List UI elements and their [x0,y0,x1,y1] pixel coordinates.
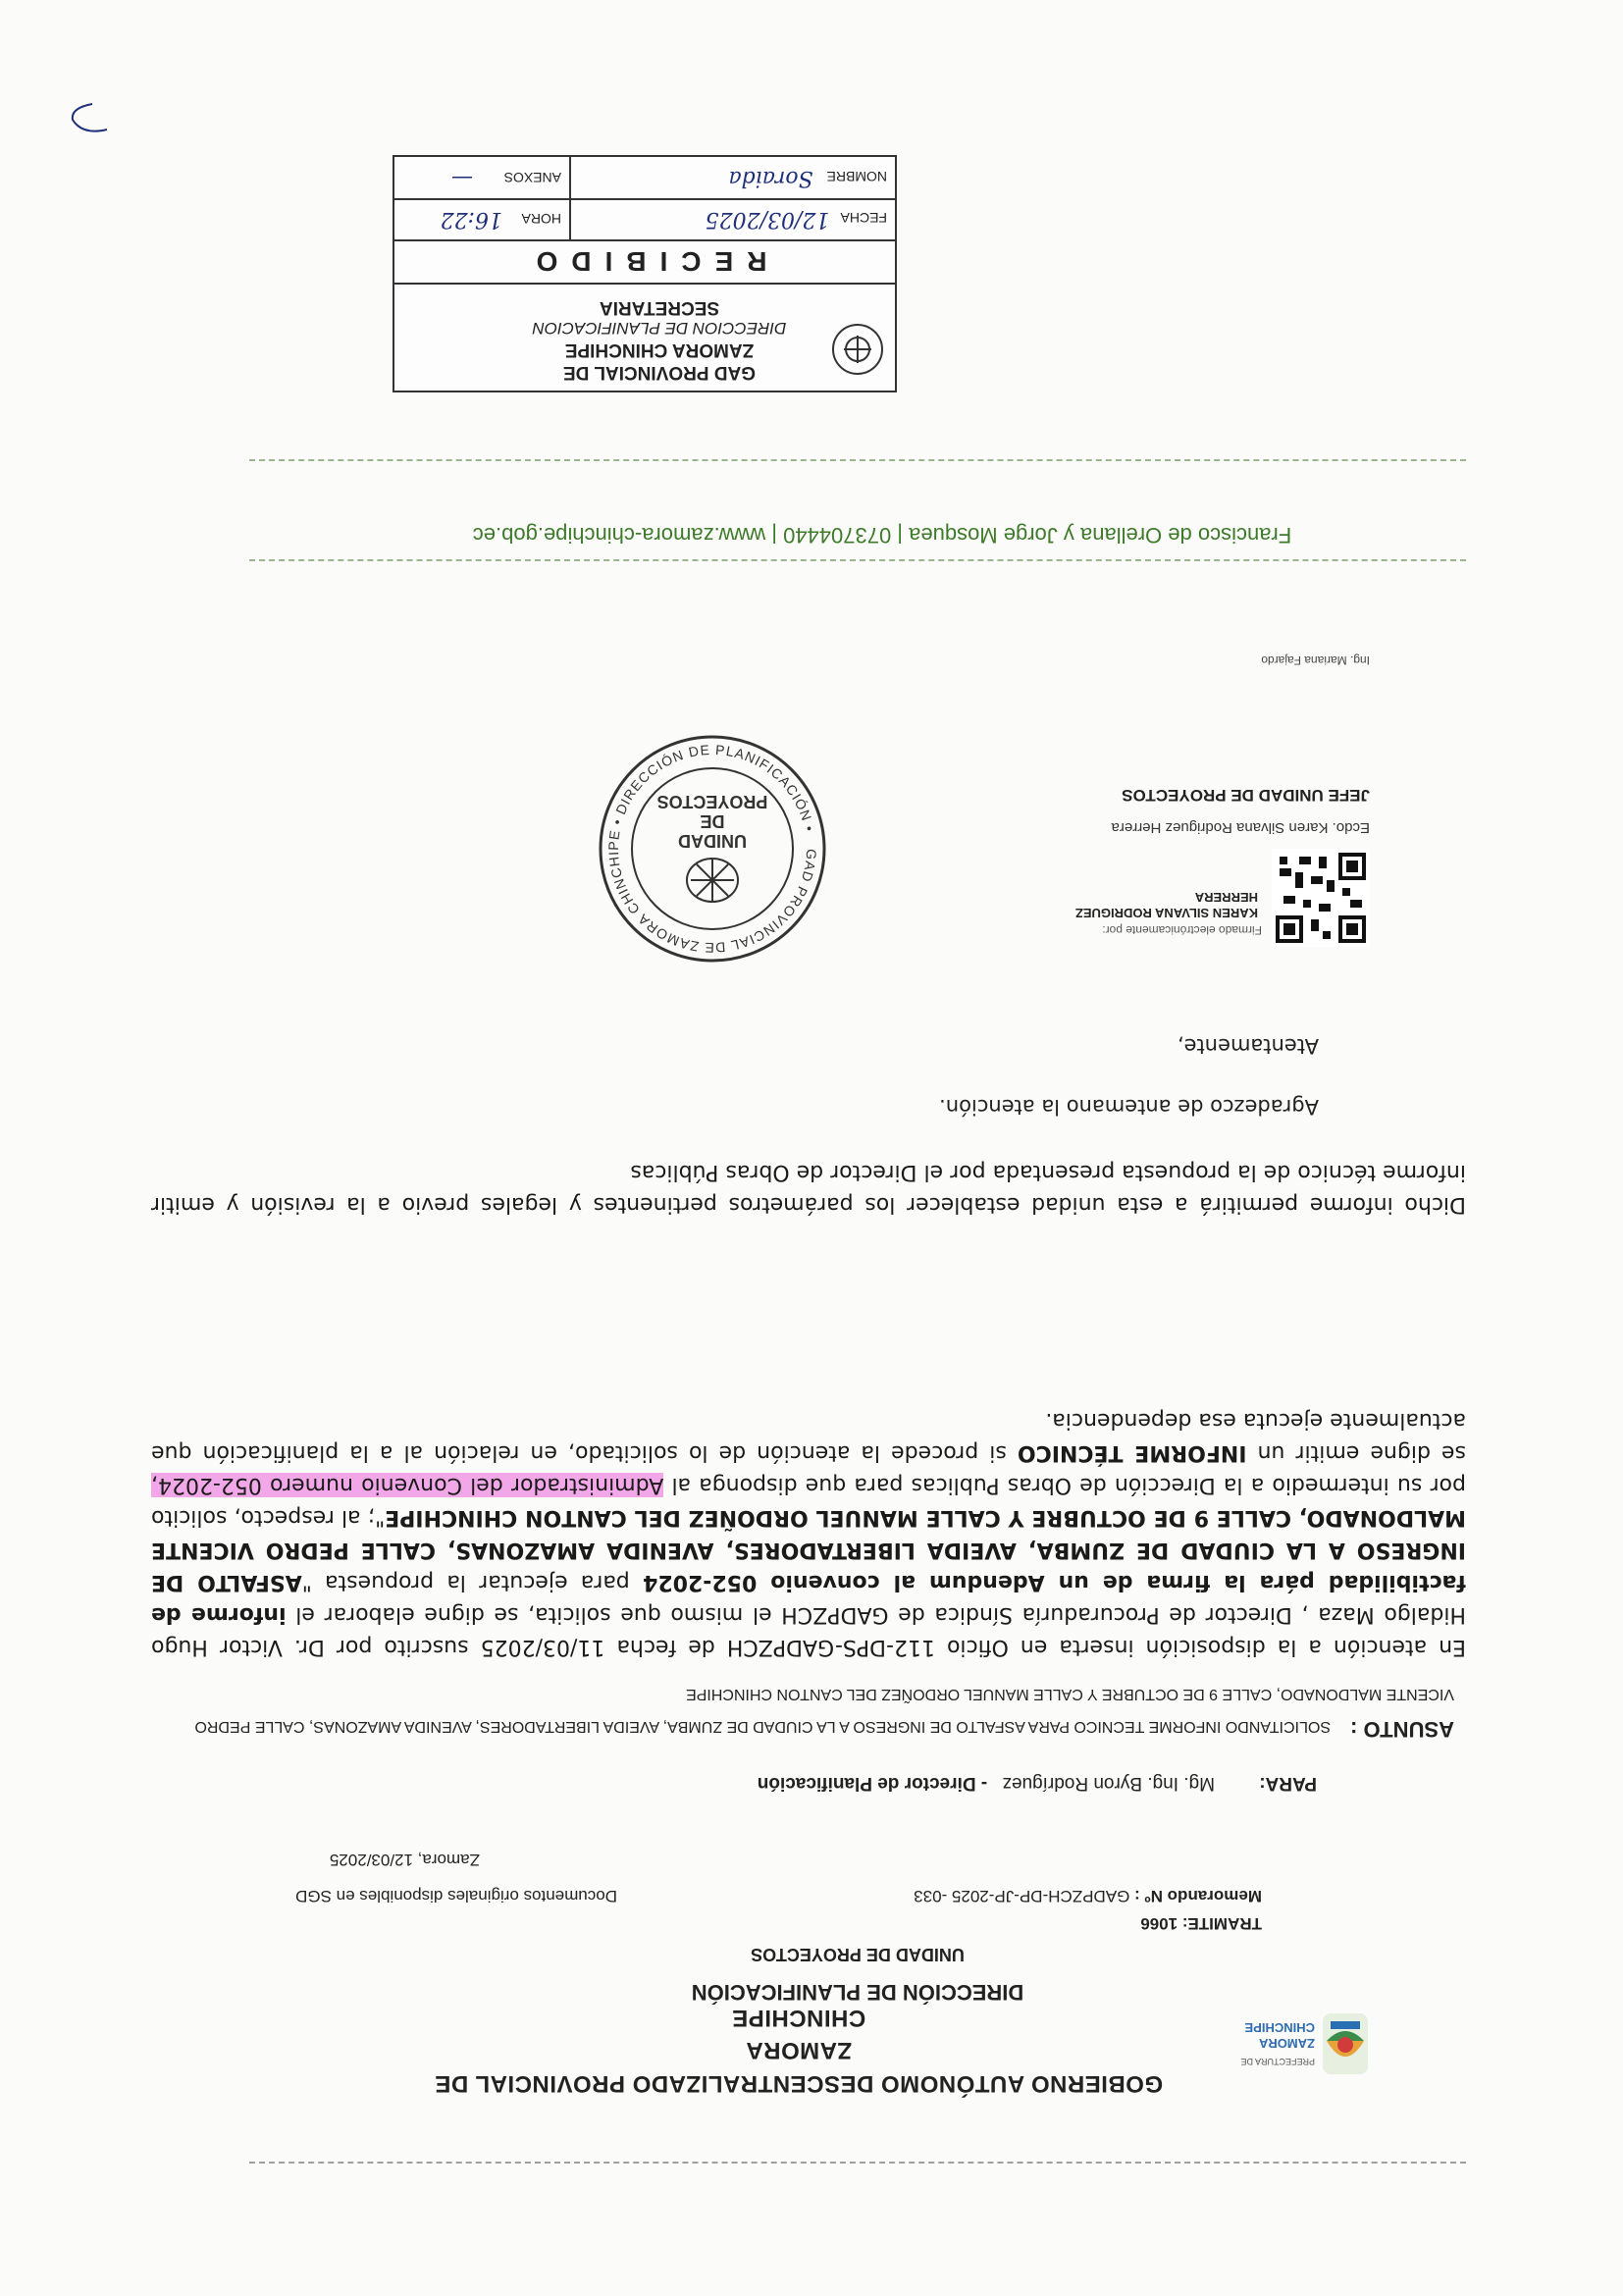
direccion-heading: DIRECCIÓN DE PLANIFICACIÓN [691,1980,1024,2005]
stamp-heading [493,295,826,383]
asunto-block [159,1680,1454,1748]
stamp-hora-label: HORA [522,198,571,239]
memo-date: Zamora, 12/03/2025 [329,1851,480,1869]
p1-bold-informe: informe de factibilidad pára la firma de un Adendum al convenio 052-2024 [151,1570,1466,1627]
p1-bold-informe-tecnico: INFORME TÉCNICO [1017,1440,1247,1465]
p1-bold-proyecto: ASFALTO DE INGRESO A LA CIUDAD DE ZUMBA, AVEIDA LIBERTADORES, AVENIDA AMAZONAS, CALLE PEDRO VICENTE MALDONADO, CALLE 9 DE OCTUBRE Y CALLE MANUEL ORDOÑEZ DEL CANTON CHINCHIPE [150,1505,1466,1594]
agradezco-line: Agradezco de antemano la atención. [939,1095,1319,1119]
para-recipient: Mg. Ing. Byron Rodríguez [1002,1773,1215,1794]
body-paragraph-1 [151,1404,1466,1663]
logo-text-bottom: ZAMORA CHINCHIPE [1244,2020,1315,2051]
p1-segment: En atención a la disposición inserta en Oficio 112-DPS-GADPZCH de fecha 11/03/2025 suscrito por Dr. Victor Hugo Hidalgo Maza , Director de Procuraduría Síndica de GADPZCH el mismo que solicita, se digne elaborar el [151,1602,1466,1659]
p1-segment: "; al respecto, solicito por su intermedio a la Dirección de Obras Publicas para que disponga al [151,1473,1466,1530]
memorando-number: GADPZCH-DP-JP-2025 -033 [914,1887,1130,1905]
logo-text-top: PREFECTURA DE [1240,2057,1315,2066]
header-dashed-divider [249,2162,1466,2164]
seal-center-3: PROYECTOS [656,792,768,811]
institution-line1: GOBIERNO AUTÓNOMO DESCENTRALIZADO PROVINCIAL DE ZAMORA [434,2037,1164,2097]
stamp-nombre-label: NOMBRE [826,169,887,184]
pen-mark-icon [63,98,112,137]
tramite-number: TRAMITE: 1066 [1140,1914,1262,1933]
stamp-line3: DIRECCION DE PLANIFICACION [532,319,787,339]
stamp-anexos-value: — [451,166,473,190]
documentos-note: Documentos originales disponibles en SGD [295,1887,617,1905]
signature-title: JEFE UNIDAD DE PROYECTOS [1122,786,1370,805]
signature-qr-code-icon [1272,849,1370,947]
seal-ring-text: GAD PROVINCIAL DE ZAMORA CHINCHIPE • DIRECCIÓN DE PLANIFICACIÓN • [604,741,820,957]
stamp-anexos-label: ANEXOS [504,157,571,198]
seal-emblem-icon [687,859,738,902]
footer-bottom-divider [249,459,1466,461]
body-paragraph-2: Dicho informe permitirá a esta unidad establecer los parámetros pertinentes y legales previo a la revisión y emitir informe técnico de la propuesta presentada por el Director de Obras Públicas [151,1160,1466,1217]
stamp-fecha-label: FECHA [841,210,887,226]
memorando-label: Memorando Nº : [1134,1887,1262,1905]
recibido-stamp [393,155,897,392]
unidad-heading: UNIDAD DE PROYECTOS [751,1945,965,1964]
stamp-fecha-row [394,198,895,241]
stamp-recibido: RECIBIDO [394,239,895,285]
signature-small-line: Firmado electrónicamente por: [1102,923,1262,937]
highlighted-administrador: Administrador del Convenio numero 052-2024, [150,1473,664,1497]
p1-segment: se digne emitir un [1246,1440,1466,1465]
stamp-hora-value: 16:22 [440,207,502,232]
asunto-label: ASUNTO : [1350,1717,1454,1742]
para-label: PARA: [1259,1773,1317,1794]
signature-name-block: KAREN SILVANA RODRIGUEZ HERRERA [1074,889,1258,920]
p1-segment: si procede la atención de lo solicitado, en relación al a la planificación que actualmente ejecuta esa dependencia. [151,1408,1466,1465]
stamp-nombre-row [394,157,895,200]
footer-contact: Francisco de Orellana y Jorge Mosquea | 0737044​40 | www.zamora-chinchipe.gob.ec [472,523,1292,548]
elaborado-por: Ing. Mariana Fajardo [1261,653,1370,667]
institution-line2: CHINCHIPE [731,2004,866,2031]
unidad-proyectos-seal [595,731,830,966]
stamp-nombre-value: Soraida [728,166,813,190]
signature-electronic-name: Ecdo. Karen Silvana Rodriguez Herrera [1111,819,1370,836]
stamp-emblem-icon [830,322,885,377]
p1-segment: para ejecutar la propuesta " [301,1570,644,1594]
asunto-text: SOLICITANDO INFORME TECNICO PARA ASFALTO DE INGRESO A LA CIUDAD DE ZUMBA, AVEIDA LIBERTADORES, AVENIDA AMAZONAS, CALLE PEDRO VICENTE MALDONADO, CALLE 9 DE OCTUBRE Y CALLE MANUEL ORDOÑEZ DEL CANTON CHINCHIPE [194,1686,1454,1735]
memorando-line [914,1886,1262,1905]
stamp-fecha-value: 12/03/2025 [705,207,830,232]
atentamente-line: Atentamente, [1177,1034,1319,1058]
seal-center-2: DE [700,811,725,831]
para-line [758,1772,1317,1794]
seal-center-1: UNIDAD [678,831,747,851]
stamp-line1: GAD PROVINCIAL DE [563,362,757,383]
institution-title [387,2001,1211,2100]
stamp-line4: SECRETARIA [599,297,720,319]
para-role: - Director de Planificación [757,1773,988,1794]
prefectura-logo-icon [1223,2006,1370,2080]
stamp-line2: ZAMORA CHINCHIPE [564,339,755,361]
footer-top-divider [249,559,1466,561]
